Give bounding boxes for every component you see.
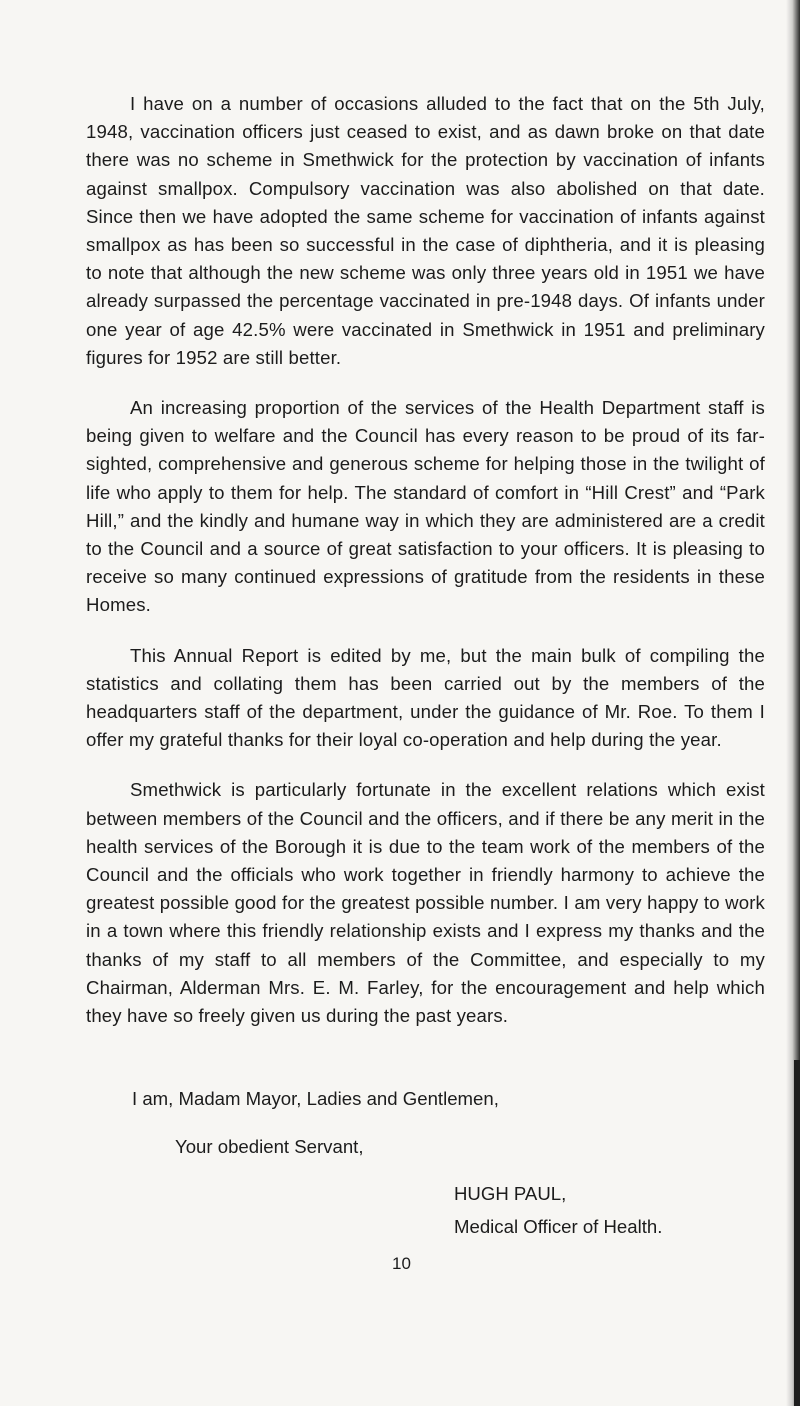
closing-salutation: I am, Madam Mayor, Ladies and Gentlemen, <box>132 1088 499 1109</box>
paragraph-vaccination: I have on a number of occasions alluded to the fact that on the 5th July, 1948, vaccination officers just ceased to exist, and as dawn broke on that date there was no scheme in Smethwick for the protection by vaccination of infants against smallpox. Compulsory vaccination was also abolished on that date. Since then we have adopted the same scheme for vaccination of infants against smallpox as has been so successful in the case of diphtheria, and it is pleasing to note that although the new scheme was only three years old in 1951 we have already surpassed the percentage vaccinated in pre-1948 days. Of infants under one year of age 42.5% were vaccinated in Smethwick in 1951 and preliminary figures for 1952 are still better. <box>86 93 765 368</box>
signatory-title: Medical Officer of Health. <box>454 1216 663 1237</box>
paragraph-welfare: An increasing proportion of the services of the Health Department staff is being given to welfare and the Council has every reason to be proud of its far-sighted, comprehensive and generous scheme for helping those in the twilight of life who apply to them for help. The standard of comfort in “Hill Crest” and “Park Hill,” and the kindly and humane way in which they are administered are a credit to the Council and a source of great satisfaction to your officers. It is pleasing to receive so many continued expressions of gratitude from the residents in these Homes. <box>86 397 765 616</box>
letter-body <box>86 90 765 1052</box>
page-number: 10 <box>392 1254 411 1273</box>
paragraph-annual-report: This Annual Report is edited by me, but the main bulk of compiling the statistics and collating them has been carried out by the members of the headquarters staff of the department, under the guidance of Mr. Roe. To them I offer my grateful thanks for their loyal co-operation and help during the year. <box>86 644 765 751</box>
paragraph-relations: Smethwick is particularly fortunate in the excellent relations which exist between members of the Council and the officers, and if there be any merit in the health services of the Borough it is due to the team work of the members of the Council and the officials who work together in friendly harmony to achieve the greatest possible good for the greatest possible number. I am very happy to work in a town where this friendly relationship exists and I express my thanks and the thanks of my staff to all members of the Committee, and especially to my Chairman, Alderman Mrs. E. M. Farley, for the encouragement and help which they have so freely given us during the past years. <box>86 779 765 1027</box>
page-edge-binding <box>794 1060 800 1406</box>
signatory-name: HUGH PAUL, <box>454 1183 567 1204</box>
closing-valediction: Your obedient Servant, <box>175 1136 364 1157</box>
